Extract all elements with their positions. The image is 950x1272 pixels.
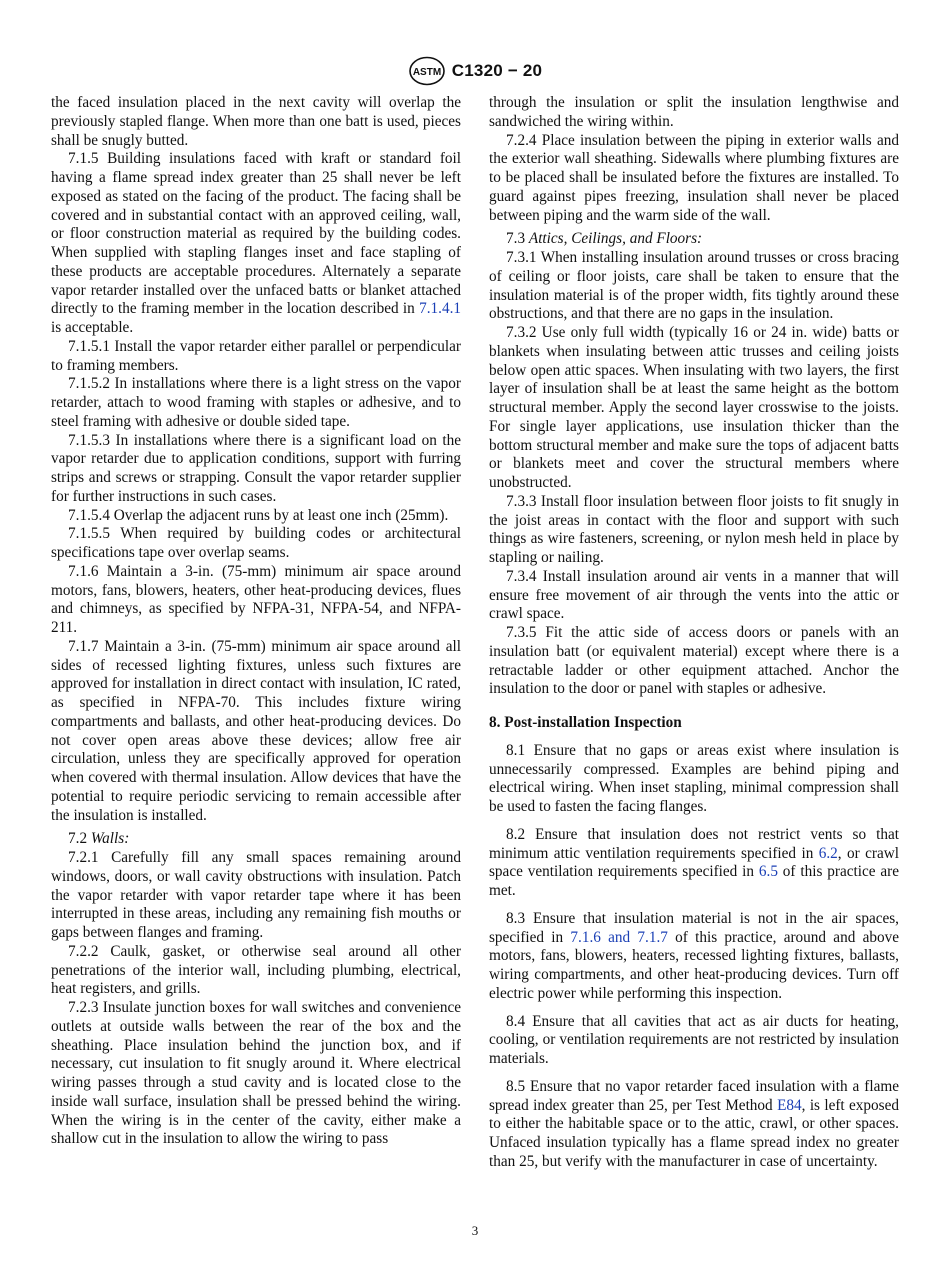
paragraph-7-2-2: 7.2.2 Caulk, gasket, or otherwise seal around all other penetrations of the interior wall, including plumbing, electrical, heat registers, and grills. [51,942,461,998]
paragraph-7-1-5: 7.1.5 Building insulations faced with kraft or standard foil having a flame spread index greater than 25 shall never be left exposed as stated on the facing of the product. The facing shall be covered and in substantial contact with an approved ceiling, wall, or floor construction material as required by the building codes. When supplied with stapling flanges inset and face stapling of these products are acceptable procedures. Alternately a separate vapor retarder installed over the unfaced batts or blanket attached directly to the framing member in the location described in 7.1.4.1 is acceptable. [51,150,462,336]
ref-link-6-2[interactable]: 6.2 [818,844,838,862]
paragraph: the faced insulation placed in the next cavity will overlap the previously stapled flange. When more than one batt is used, pieces shall be snugly butted. [51,94,461,149]
page-header [0,56,950,86]
ref-link-7-1-6-7-1-7[interactable]: 7.1.6 and 7.1.7 [570,928,668,946]
paragraph-8-1: 8.1 Ensure that no gaps or areas exist where insulation is unnecessarily compressed. Examples are behind piping and electrical wiring. When inset stapling, minimal compression shall be used to fasten the facing flanges. [489,741,899,815]
paragraph-7-1-7: 7.1.7 Maintain a 3-in. (75-mm) minimum air space around all sides of recessed lighting fixtures, unless such fixtures are approved for installation in direct contact with insulation, IC rated, as specified in NFPA-70. This includes fixture wiring compartments and ballasts, and other heat-producing devices. Do not cover open areas above these devices; allow free air circulation, unless they are specifically approved for operation when covered with thermal insulation. Allow devices that have the potential to require periodic servicing to remain accessible after the insulation is installed. [51,637,461,824]
left-column [51,94,461,1149]
paragraph-8-4: 8.4 Ensure that all cavities that act as air ducts for heating, cooling, or ventilation requirements are not restricted by insulation materials. [489,1012,899,1067]
paragraph-7-3-2: 7.3.2 Use only full width (typically 16 or 24 in. wide) batts or blankets when insulating between attic trusses and ceiling joists below open attic spaces. When insulating with two layers, the first layer of insulation shall be at least the same height as the bottom structural member. Apply the second layer crosswise to the joists. For single layer applications, use insulation thicker than the bottom structural member and make sure the tops of adjacent batts or blankets meet and cover the structural members where unobstructed. [489,324,899,491]
subsection-heading-7-2: 7.2 Walls: [68,830,130,848]
ref-link-e84[interactable]: E84 [777,1096,802,1114]
page-number: 3 [471,1223,479,1238]
paragraph-7-2-3: 7.2.3 Insulate junction boxes for wall switches and convenience outlets at outside walls between the rear of the box and the sheathing. Place insulation behind the junction box, and if necessary, cut insulation to fit snugly around it. Where electrical wiring passes through a stud cavity and is located close to the inside wall surface, insulation shall be pressed behind the wiring. When the wiring is in the center of the cavity, either make a shallow cut in the insulation to allow the wiring to pass [51,999,461,1148]
ref-link-7-1-4-1[interactable]: 7.1.4.1 [419,300,462,318]
svg-text:ASTM: ASTM [412,67,441,78]
paragraph-8-5: 8.5 Ensure that no vapor retarder faced insulation with a flame spread index greater than 25, per Test Method E84, is left exposed to either the habitable space or to the attic, crawl, or other spaces. Unfaced insulation typically has a flame spread index no greater than 25, but verify with the manufacturer in case of uncertainty. [489,1077,900,1170]
paragraph-7-1-5-4: 7.1.5.4 Overlap the adjacent runs by at least one inch (25mm). [68,506,449,524]
paragraph-7-2-4: 7.2.4 Place insulation between the piping in exterior walls and the exterior wall sheathing. Sidewalls where plumbing fixtures are to be placed shall be insulated before the fixtures are installed. To guard against pipes freezing, insulation shall never be placed between piping and the warm side of the wall. [489,131,899,224]
paragraph-7-2-1: 7.2.1 Carefully fill any small spaces remaining around windows, doors, or wall cavity obstructions with insulation. Patch the vapor retarder with vapor retarder tape where it has been interrupted in these areas, including any remaining fish mouths or gaps between flanges and framing. [51,849,461,941]
subsection-heading-7-3: 7.3 Attics, Ceilings, and Floors: [506,230,703,248]
paragraph-7-1-5-2: 7.1.5.2 In installations where there is a light stress on the vapor retarder, attach to wood framing with staples or adhesive, and to steel framing with adhesive or double sided tape. [51,375,461,430]
paragraph-7-3-3: 7.3.3 Install floor insulation between floor joists to fit snugly in the joist areas in contact with the floor and support with such things as wire fasteners, screening, or nylon mesh held in place by stapling or nailing. [489,492,899,566]
paragraph-7-1-5-1: 7.1.5.1 Install the vapor retarder either parallel or perpendicular to framing members. [51,337,461,374]
ref-link-6-5[interactable]: 6.5 [758,863,778,881]
paragraph-7-1-5-5: 7.1.5.5 When required by building codes or architectural specifications tape over overlap seams. [51,525,461,561]
paragraph-7-1-5-3: 7.1.5.3 In installations where there is a significant load on the vapor retarder due to application conditions, support with furring strips and screws or strapping. Consult the vapor retarder supplier for further instructions in such cases. [51,431,461,505]
astm-logo-icon [408,56,446,86]
paragraph-8-2: 8.2 Ensure that insulation does not restrict vents so that minimum attic ventilation requirements specified in 6.2, or crawl space ventilation requirements specified in 6.5 of this practice are met. [489,825,899,899]
paragraph-7-3-1: 7.3.1 When installing insulation around trusses or cross bracing of ceiling or floor joists, care shall be taken to ensure that the insulation material is of the proper width, fits tightly around these obstructions, and that there are no gaps in the insulation. [489,249,899,323]
paragraph-7-3-5: 7.3.5 Fit the attic side of access doors or panels with an insulation batt (or equivalent material) except where there is a retractable ladder or other equipment attached. Anchor the insulation to the door or panel with staples or adhesive. [489,624,899,698]
right-column [489,94,899,1172]
paragraph-7-1-6: 7.1.6 Maintain a 3-in. (75-mm) minimum air space around motors, fans, blowers, heaters, other heat-producing devices, flues and chimneys, as specified by NFPA-31, NFPA-54, and NFPA-211. [51,562,461,636]
paragraph: through the insulation or split the insulation lengthwise and sandwiched the wiring within. [489,94,899,130]
paragraph-8-3: 8.3 Ensure that insulation material is not in the air spaces, specified in 7.1.6 and 7.1.7 of this practice, around and above motors, fans, blowers, heaters, recessed lighting fixtures, ballasts, wiring compartments, and other heat-producing devices. Turn off electric power while performing this inspection. [489,909,899,1002]
section-heading-8: 8. Post-installation Inspection [489,714,682,731]
document-id: C1320 − 20 [451,61,543,80]
paragraph-7-3-4: 7.3.4 Install insulation around air vents in a manner that will ensure free movement of air through the vents into the attic or crawl space. [489,567,899,623]
